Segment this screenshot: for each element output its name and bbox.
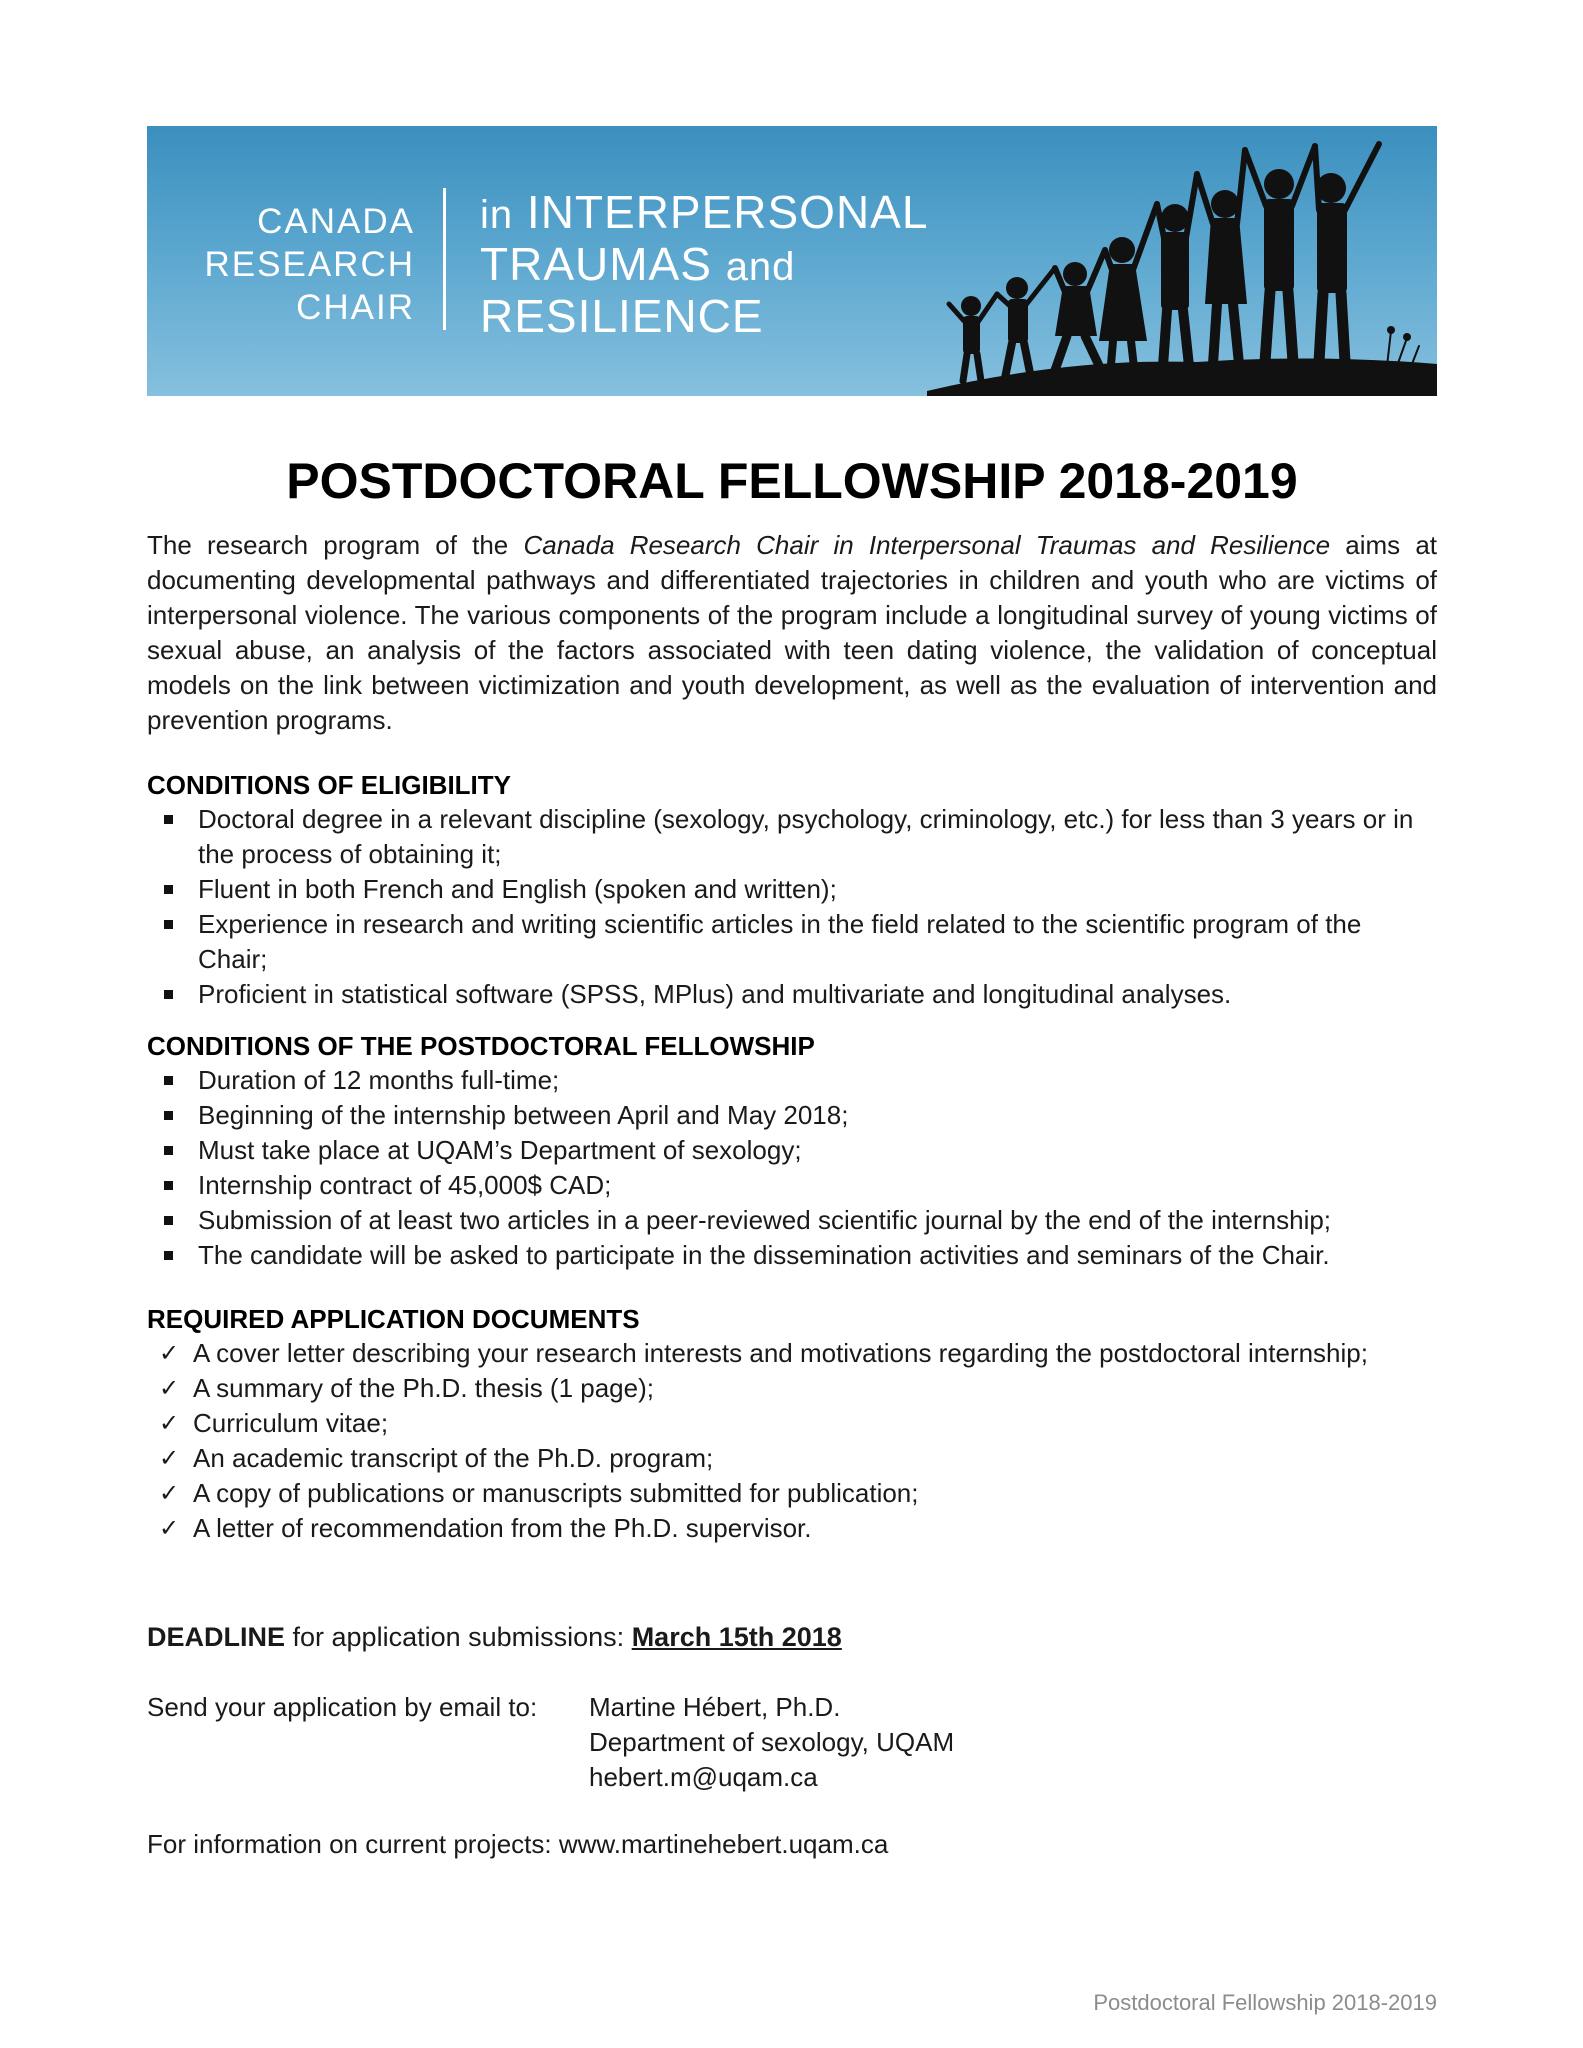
checkmark-icon: ✓ xyxy=(159,1340,180,1367)
square-bullet-icon xyxy=(164,1146,173,1155)
fellowship-conditions-section xyxy=(147,1029,1437,1273)
deadline-date: March 15th 2018 xyxy=(631,1622,842,1652)
list-item: ✓ An academic transcript of the Ph.D. program; xyxy=(147,1441,1437,1476)
eligibility-section xyxy=(147,768,1437,1012)
list-item: Fluent in both French and English (spoken and written); xyxy=(147,872,1437,907)
list-item: ✓ Curriculum vitae; xyxy=(147,1406,1437,1441)
header-banner xyxy=(147,126,1437,396)
list-item: Beginning of the internship between April and May 2018; xyxy=(147,1098,1437,1133)
checkmark-icon: ✓ xyxy=(159,1515,180,1542)
square-bullet-icon xyxy=(164,1076,173,1085)
page-title: POSTDOCTORAL FELLOWSHIP 2018-2019 xyxy=(286,453,1298,509)
list-item: Duration of 12 months full-time; xyxy=(147,1063,1437,1098)
checkmark-icon: ✓ xyxy=(159,1480,180,1507)
list-item: Must take place at UQAM’s Department of sexology; xyxy=(147,1133,1437,1168)
square-bullet-icon xyxy=(164,815,173,824)
list-item: ✓ A cover letter describing your research interests and motivations regarding the postdoctoral internship; xyxy=(147,1336,1437,1371)
square-bullet-icon xyxy=(164,1111,173,1120)
canada-research-chair-label: CANADA RESEARCH CHAIR xyxy=(204,202,415,327)
list-item: ✓ A letter of recommendation from the Ph.D. supervisor. xyxy=(147,1511,1437,1546)
list-item: ✓ A summary of the Ph.D. thesis (1 page); xyxy=(147,1371,1437,1406)
intro-paragraph: The research program of the Canada Research Chair in Interpersonal Traumas and Resilience aims at documenting developmental pathways and differentiated trajectories in children and youth who are victims of interpersonal violence. The various components of the program include a longitudinal survey of young victims of sexual abuse, an analysis of the factors associated with teen dating violence, the validation of conceptual models on the link between victimization and youth development, as well as the evaluation of intervention and prevention programs. xyxy=(147,530,1438,735)
section-heading: REQUIRED APPLICATION DOCUMENTS xyxy=(147,1304,640,1334)
page-footer: Postdoctoral Fellowship 2018-2019 xyxy=(1093,1990,1437,2015)
list-item: Submission of at least two articles in a peer-reviewed scientific journal by the end of the internship; xyxy=(147,1203,1437,1238)
square-bullet-icon xyxy=(164,1251,173,1260)
checkmark-icon: ✓ xyxy=(159,1445,180,1472)
chair-subject-title: in INTERPERSONAL TRAUMAS and RESILIENCE xyxy=(480,186,929,342)
square-bullet-icon xyxy=(164,1181,173,1190)
square-bullet-icon xyxy=(164,990,173,999)
contact-department: Department of sexology, UQAM xyxy=(589,1727,955,1757)
contact-block xyxy=(589,1690,954,1795)
contact-email[interactable]: hebert.m@uqam.ca xyxy=(589,1762,818,1792)
required-documents-section xyxy=(147,1302,1437,1546)
square-bullet-icon xyxy=(164,885,173,894)
deadline-line: DEADLINE for application submissions: March 15th 2018 xyxy=(147,1622,842,1652)
list-item: Internship contract of 45,000$ CAD; xyxy=(147,1168,1437,1203)
checkmark-icon: ✓ xyxy=(159,1375,180,1402)
send-application-label: Send your application by email to: xyxy=(147,1692,538,1722)
children-silhouette-image xyxy=(867,126,1437,396)
list-item: The candidate will be asked to participate in the dissemination activities and seminars of the Chair. xyxy=(147,1238,1437,1273)
checkmark-icon: ✓ xyxy=(159,1410,180,1437)
list-item: Proficient in statistical software (SPSS, MPlus) and multivariate and longitudinal analyses. xyxy=(147,977,1437,1012)
list-item: Experience in research and writing scientific articles in the field related to the scientific program of the Chair; xyxy=(147,907,1437,977)
list-item: ✓ A copy of publications or manuscripts submitted for publication; xyxy=(147,1476,1437,1511)
square-bullet-icon xyxy=(164,1216,173,1225)
contact-name: Martine Hébert, Ph.D. xyxy=(589,1692,841,1722)
list-item: Doctoral degree in a relevant discipline (sexology, psychology, criminology, etc.) for less than 3 years or in the process of obtaining it; xyxy=(147,802,1437,872)
section-heading: CONDITIONS OF THE POSTDOCTORAL FELLOWSHIP xyxy=(147,1031,815,1061)
projects-info-line: For information on current projects: www.martinehebert.uqam.ca xyxy=(147,1829,889,1859)
banner-divider xyxy=(443,188,446,330)
section-heading: CONDITIONS OF ELIGIBILITY xyxy=(147,770,511,800)
square-bullet-icon xyxy=(164,920,173,929)
